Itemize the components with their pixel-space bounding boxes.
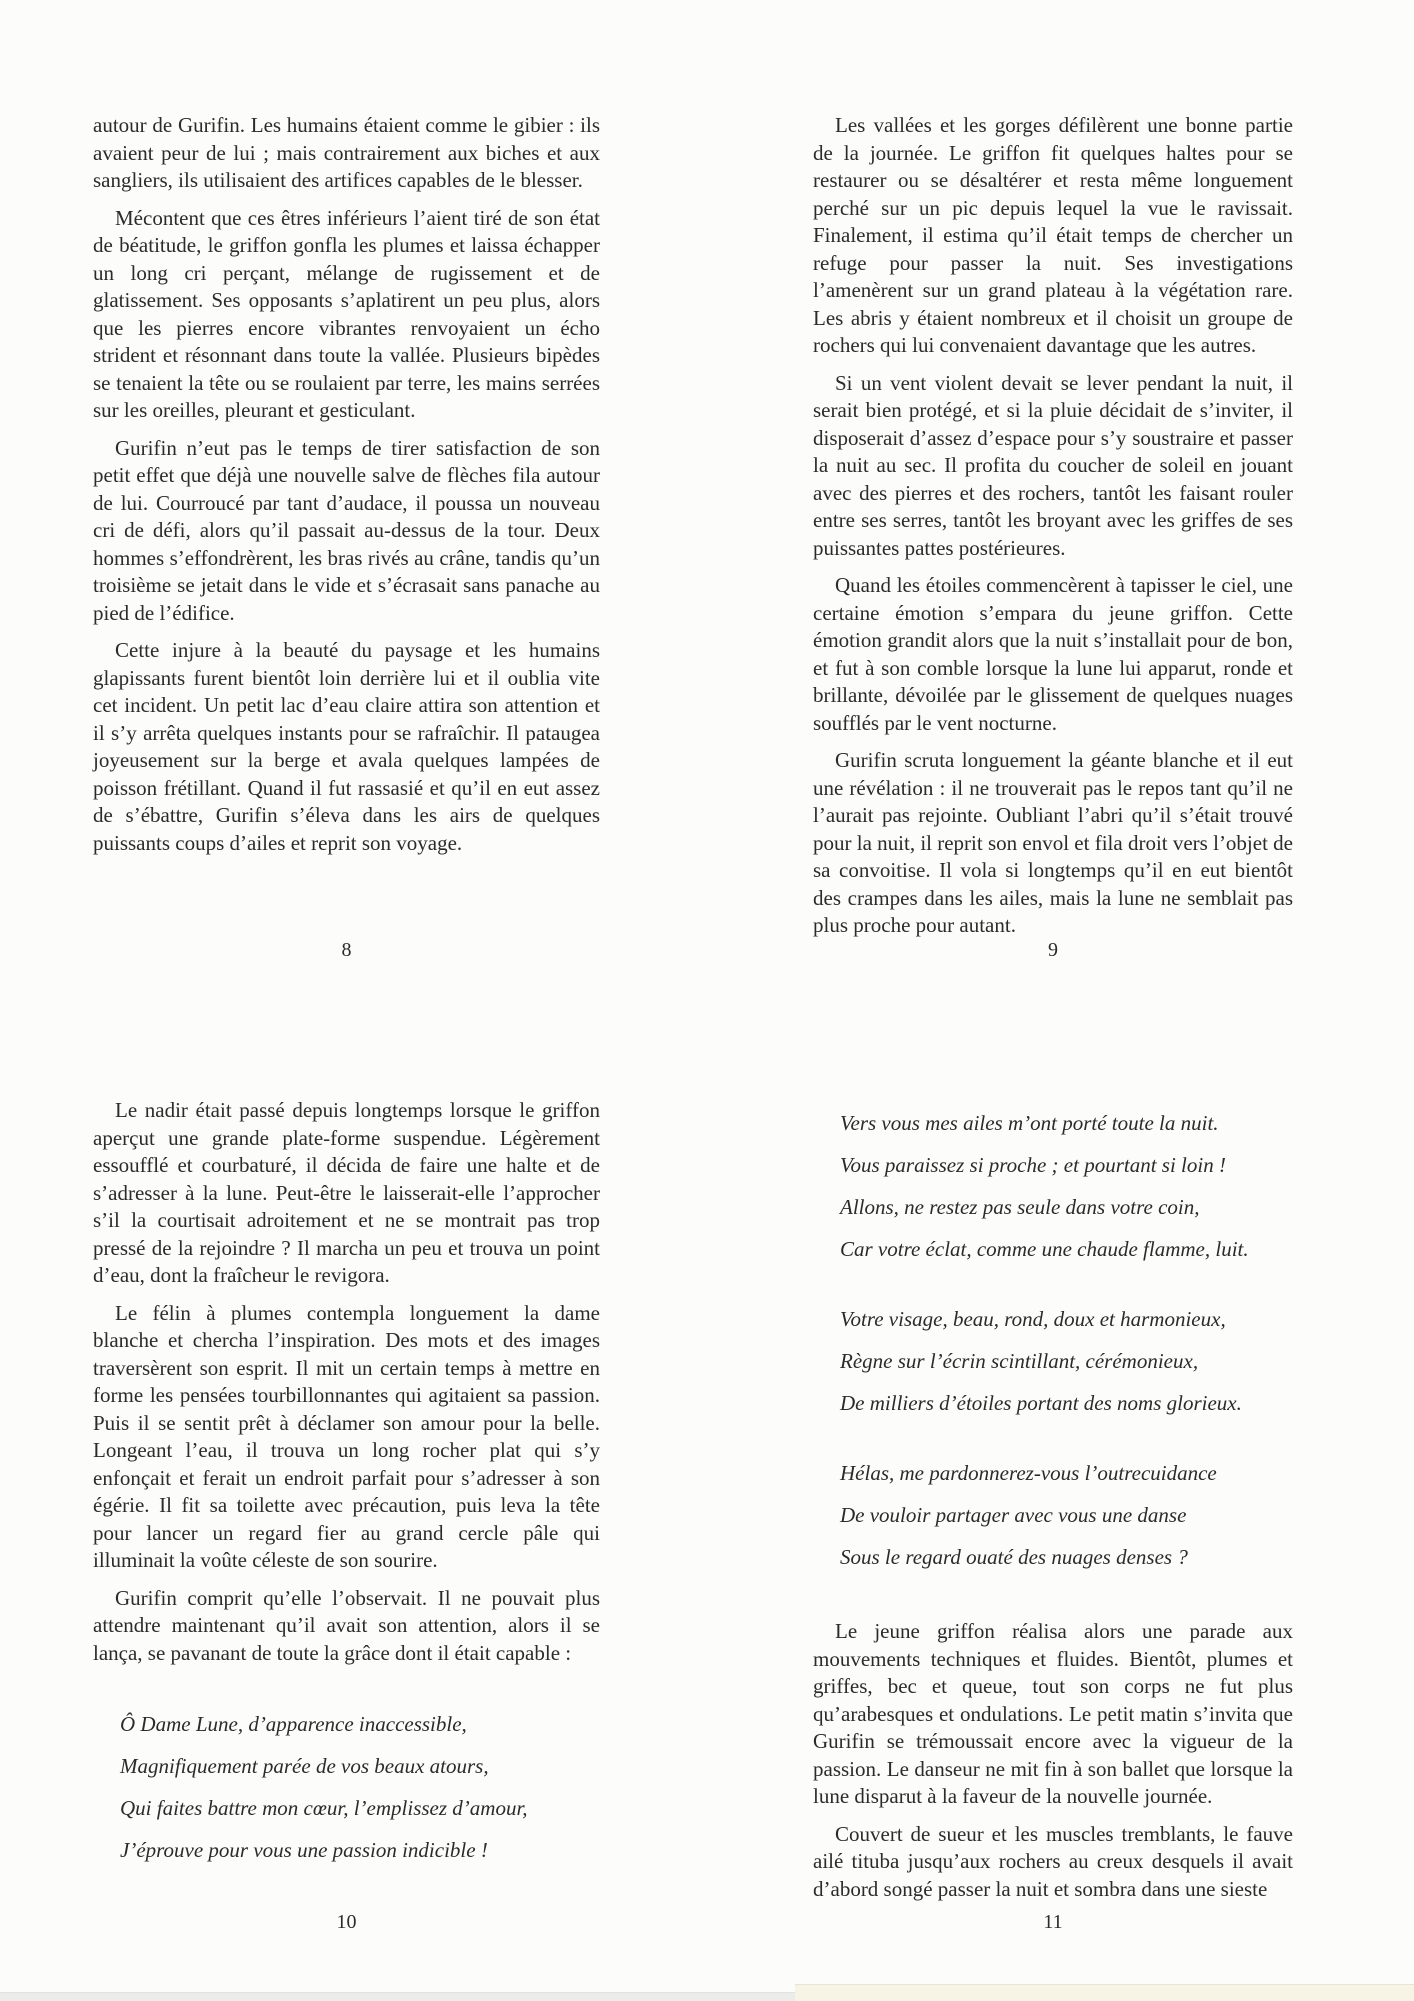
paragraph: autour de Gurifin. Les humains étaient comme le gibier : ils avaient peur de lui ; mais contrairement aux biches et aux sangliers, ils utilisaient des artifices capables de le blesser. — [93, 113, 600, 192]
verse-line: De vouloir partager avec vous une danse — [840, 1503, 1187, 1527]
paragraph: Le félin à plumes contempla longuement la dame blanche et chercha l’inspiration. Des mots et des images traversèrent son esprit. Il mit un certain temps à mettre en forme les pensées tourbillonnantes qui agitaient sa passion. Puis il se sentit prêt à déclamer son amour pour la belle. Longeant l’eau, il trouva un long rocher plat qui s’y enfonçait et ferait un endroit parfait pour s’adresser à son égérie. Il fit sa toilette avec précaution, puis leva la tête pour lancer un regard fier au grand cercle pâle qui illuminait la voûte céleste de son sourire. — [93, 1300, 600, 1572]
verse-line: Allons, ne restez pas seule dans votre coin, — [840, 1195, 1200, 1219]
verse-line: Votre visage, beau, rond, doux et harmonieux, — [840, 1307, 1226, 1331]
poem-stanza — [840, 1102, 1293, 1270]
paragraph: Gurifin n’eut pas le temps de tirer satisfaction de son petit effet que déjà une nouvelle salve de flèches fila autour de lui. Courroucé par tant d’audace, il poussa un nouveau cri de défi, alors qu’il passait au-dessus de la tour. Deux hommes s’effondrèrent, les bras rivés au crâne, tandis qu’un troisième se jetait dans le vide et s’écrasait sans panache au pied de l’édifice. — [93, 435, 600, 625]
page-number: 10 — [336, 1911, 357, 1933]
verse-line: Hélas, me pardonnerez-vous l’outrecuidance — [840, 1461, 1217, 1485]
poem-stanza — [120, 1703, 600, 1871]
page-10 — [93, 1090, 600, 1950]
page-number: 8 — [341, 939, 352, 961]
poem-stanza — [840, 1298, 1293, 1424]
paragraph: Gurifin scruta longuement la géante blanche et il eut une révélation : il ne trouverait pas le repos tant qu’il ne l’aurait pas rejointe. Oubliant l’abri qu’il s’était trouvé pour la nuit, il reprit son envol et fila droit vers l’objet de sa convoitise. Il vola si longtemps qu’il en eut bientôt des crampes dans les ailes, mais la lune ne semblait pas plus proche pour autant. — [813, 748, 1293, 937]
verse-line: Car votre éclat, comme une chaude flamme, luit. — [840, 1237, 1249, 1261]
paragraph: Mécontent que ces êtres inférieurs l’aient tiré de son état de béatitude, le griffon gonfla les plumes et laissa échapper un long cri perçant, mélange de rugissement et de glatissement. Ses opposants s’aplatirent un peu plus, alors que les pierres encore vibrantes renvoyaient un écho strident et résonnant dans toute la vallée. Plusieurs bipèdes se tenaient la tête ou se roulaient par terre, les mains serrées sur les oreilles, pleurant et gesticulant. — [93, 205, 600, 422]
paragraph: Gurifin comprit qu’elle l’observait. Il ne pouvait plus attendre maintenant qu’il avait son attention, alors il se lança, se pavanant de toute la grâce dont il était capable : — [93, 1585, 600, 1665]
page-8 — [93, 112, 600, 972]
paragraph: Quand les étoiles commencèrent à tapisser le ciel, une certaine émotion s’empara du jeune griffon. Cette émotion grandit alors que la nuit s’installait pour de bon, et fut à son comble lorsque la lune lui apparut, ronde et brillante, dévoilée par le glissement de quelques nuages soufflés par le vent nocturne. — [813, 573, 1293, 735]
verse-line: Magnifiquement parée de vos beaux atours, — [120, 1754, 489, 1778]
paragraph: Le jeune griffon réalisa alors une parade aux mouvements techniques et fluides. Bientôt, plumes et griffes, bec et queue, tout son corps ne fut plus qu’arabesques et ondulations. Le petit matin s’invita que Gurifin se trémoussait encore avec la vigueur de la passion. Le danseur ne mit fin à son ballet que lorsque la lune disparut à la faveur de la nouvelle journée. — [813, 1619, 1293, 1808]
paragraph: Le nadir était passé depuis longtemps lorsque le griffon aperçut une grande plate-forme suspendue. Légèrement essoufflé et courbaturé, il décida de faire une halte et de s’adresser à la lune. Peut-être le laisserait-elle l’approcher s’il la courtisait adroitement et ne se montrait pas trop pressé de la rejoindre ? Il marcha un peu et trouva un point d’eau, dont la fraîcheur le revigora. — [93, 1098, 600, 1287]
verse-line: Qui faites battre mon cœur, l’emplissez d’amour, — [120, 1796, 528, 1820]
verse-line: Sous le regard ouaté des nuages denses ? — [840, 1545, 1188, 1569]
page-11 — [813, 1090, 1293, 1950]
verse-line: J’éprouve pour vous une passion indicible ! — [120, 1838, 488, 1862]
paragraph: Cette injure à la beauté du paysage et les humains glapissants furent bientôt loin derrière lui et il oublia vite cet incident. Un petit lac d’eau claire attira son attention et il s’y arrêta quelques instants pour se rafraîchir. Il pataugea joyeusement sur la berge et avala quelques lampées de poisson frétillant. Quand il fut rassasié et qu’il en eut assez de s’ébattre, Gurifin s’éleva dans les airs de quelques puissants coups d’ailes et reprit son voyage. — [93, 638, 600, 855]
poem-stanza — [840, 1452, 1293, 1578]
page-number: 9 — [1048, 939, 1058, 961]
verse-line: Vers vous mes ailes m’ont porté toute la nuit. — [840, 1111, 1219, 1135]
page-9 — [813, 112, 1293, 972]
page-edge-strip-right — [795, 1984, 1414, 2001]
page-number: 11 — [1043, 1911, 1063, 1933]
poem — [840, 1102, 1293, 1578]
verse-line: Ô Dame Lune, d’apparence inaccessible, — [120, 1712, 467, 1736]
verse-line: Règne sur l’écrin scintillant, cérémonieux, — [840, 1349, 1199, 1373]
paragraph: Les vallées et les gorges défilèrent une bonne partie de la journée. Le griffon fit quelques haltes pour se restaurer ou se désaltérer et resta même longuement perché sur un pic depuis lequel la vue le ravissait. Finalement, il estima qu’il était temps de chercher un refuge pour passer la nuit. Ses investigations l’amenèrent sur un grand plateau à la végétation rare. Les abris y étaient nombreux et il choisit un groupe de rochers qui lui convenaient davantage que les autres. — [813, 113, 1293, 357]
paragraph: Si un vent violent devait se lever pendant la nuit, il serait bien protégé, et si la pluie décidait de s’inviter, il disposerait d’assez d’espace pour s’y soustraire et passer la nuit au sec. Il profita du coucher de soleil en jouant avec des pierres et des rochers, tantôt les faisant rouler entre ses serres, tantôt les broyant avec les griffes de ses puissantes pattes postérieures. — [813, 370, 1293, 560]
paragraph: Couvert de sueur et les muscles tremblants, le fauve ailé tituba jusqu’aux rochers au creux desquels il avait d’abord songé passer la nuit et sombra dans une sieste — [813, 1821, 1293, 1901]
verse-line: De milliers d’étoiles portant des noms glorieux. — [840, 1391, 1242, 1415]
verse-line: Vous paraissez si proche ; et pourtant si loin ! — [840, 1153, 1226, 1177]
